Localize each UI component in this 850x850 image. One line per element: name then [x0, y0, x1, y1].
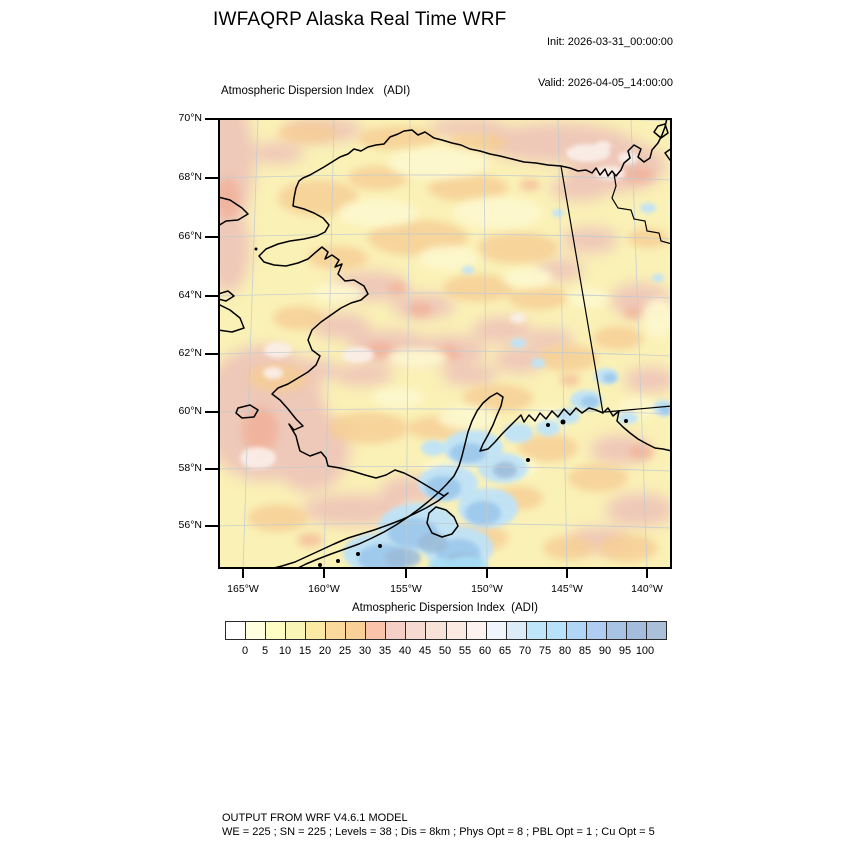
colorbar-cell: [345, 622, 365, 639]
colorbar-label: 85: [578, 645, 592, 657]
colorbar-cell: [626, 622, 646, 639]
footer-config-line: WE = 225 ; SN = 225 ; Levels = 38 ; Dis = 8km ; Phys Opt = 8 ; PBL Opt = 1 ; Cu Opt = 5: [222, 826, 655, 838]
x-axis-label: 155°W: [390, 583, 422, 595]
init-time-label: Init: 2026-03-31_00:00:00: [547, 36, 673, 48]
y-tick: [205, 236, 218, 238]
y-tick: [205, 525, 218, 527]
field-subtitle: Atmospheric Dispersion Index (ADI): [221, 85, 411, 97]
page-title: IWFAQRP Alaska Real Time WRF: [213, 9, 507, 30]
colorbar-label: 25: [338, 645, 352, 657]
y-tick: [205, 411, 218, 413]
x-axis-label: 160°W: [308, 583, 340, 595]
adi-filled-contours: [218, 118, 672, 569]
y-tick: [205, 468, 218, 470]
colorbar-label: 40: [398, 645, 412, 657]
colorbar-cell: [285, 622, 305, 639]
y-axis-label: 56°N: [178, 519, 202, 531]
colorbar-label: 55: [458, 645, 472, 657]
colorbar-label: 100: [635, 645, 655, 657]
colorbar-cell: [365, 622, 385, 639]
colorbar-label: 5: [261, 645, 269, 657]
x-tick: [566, 569, 568, 578]
colorbar-label: 15: [298, 645, 312, 657]
y-tick: [205, 295, 218, 297]
colorbar-cell: [325, 622, 345, 639]
map-canvas: [218, 118, 672, 569]
valid-time-label: Valid: 2026-04-05_14:00:00: [538, 76, 673, 89]
y-tick: [205, 353, 218, 355]
y-axis-label: 60°N: [178, 405, 202, 417]
colorbar-label: 50: [438, 645, 452, 657]
colorbar-cell: [486, 622, 506, 639]
x-axis-label: 150°W: [471, 583, 503, 595]
colorbar-label: 70: [518, 645, 532, 657]
colorbar-cell: [506, 622, 526, 639]
colorbar-label: 0: [241, 645, 249, 657]
y-tick: [205, 177, 218, 179]
colorbar-cell: [305, 622, 325, 639]
x-axis-label: 165°W: [227, 583, 259, 595]
footer-model-line: OUTPUT FROM WRF V4.6.1 MODEL: [222, 812, 408, 824]
colorbar-cell: [586, 622, 606, 639]
colorbar-cell: [606, 622, 626, 639]
y-axis-label: 58°N: [178, 462, 202, 474]
colorbar-cell: [265, 622, 285, 639]
colorbar-cell: [566, 622, 586, 639]
x-tick: [323, 569, 325, 578]
colorbar-cell: [446, 622, 466, 639]
colorbar-label: 75: [538, 645, 552, 657]
colorbar: [225, 621, 667, 640]
colorbar-cell: [245, 622, 265, 639]
colorbar-label: 80: [558, 645, 572, 657]
x-tick: [486, 569, 488, 578]
colorbar-title: Atmospheric Dispersion Index (ADI): [352, 602, 538, 614]
colorbar-cell: [466, 622, 486, 639]
colorbar-cell: [226, 622, 245, 639]
colorbar-label: 10: [278, 645, 292, 657]
y-axis-label: 66°N: [178, 230, 202, 242]
colorbar-label: 30: [358, 645, 372, 657]
colorbar-label: 65: [498, 645, 512, 657]
colorbar-cell: [405, 622, 425, 639]
colorbar-label: 45: [418, 645, 432, 657]
y-axis-label: 70°N: [178, 112, 202, 124]
x-tick: [646, 569, 648, 578]
colorbar-label: 35: [378, 645, 392, 657]
colorbar-cell: [385, 622, 405, 639]
colorbar-label: 20: [318, 645, 332, 657]
colorbar-label: 60: [478, 645, 492, 657]
colorbar-label: 95: [618, 645, 632, 657]
colorbar-cell: [526, 622, 546, 639]
colorbar-cell: [546, 622, 566, 639]
x-axis-label: 145°W: [551, 583, 583, 595]
y-axis-label: 64°N: [178, 289, 202, 301]
colorbar-cell: [646, 622, 666, 639]
run-time-block: [490, 9, 673, 117]
y-axis-label: 68°N: [178, 171, 202, 183]
x-axis-label: 140°W: [631, 583, 663, 595]
x-tick: [242, 569, 244, 578]
x-tick: [405, 569, 407, 578]
colorbar-cell: [425, 622, 445, 639]
y-tick: [205, 118, 218, 120]
y-axis-label: 62°N: [178, 347, 202, 359]
colorbar-label: 90: [598, 645, 612, 657]
